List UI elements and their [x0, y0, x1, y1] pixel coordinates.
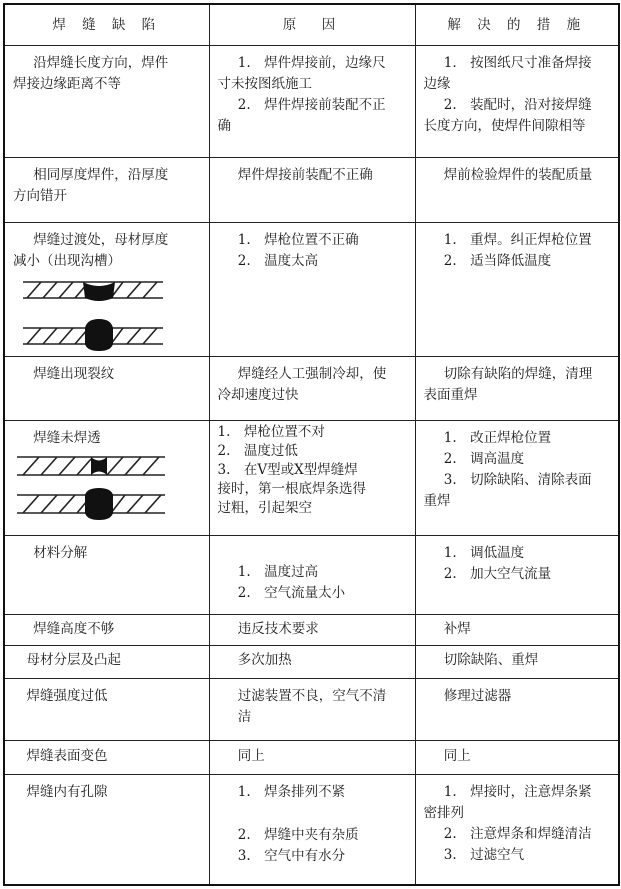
header-solution: 解 决 的 措 施 — [415, 4, 619, 46]
cause-cell: 焊件焊接前装配不正确 — [209, 158, 415, 222]
cause-cell: 1. 焊枪位置不正确 2. 温度太高 — [209, 222, 415, 356]
table-row — [4, 678, 619, 740]
table-row — [4, 421, 619, 536]
cause-cell: 1. 焊枪位置不对 2. 温度过低 3. 在V型或X型焊缝焊 接时，第一根底焊条选得 过粗，引起架空 — [209, 421, 415, 536]
welding-defects-table — [3, 3, 620, 886]
solution-cell: 1. 调低温度 2. 加大空气流量 — [415, 536, 619, 614]
solution-cell: 1. 焊接时，注意焊条紧 密排列 2. 注意焊条和焊缝清洁 3. 过滤空气 — [415, 775, 619, 885]
solution-cell: 切除有缺陷的焊缝，清理 表面重焊 — [415, 356, 619, 420]
defect-cell: 沿焊缝长度方向，焊件 焊接边缘距离不等 — [4, 46, 209, 158]
header-defect: 焊 缝 缺 陷 — [4, 4, 209, 46]
table-row — [4, 741, 619, 775]
defect-cell: 焊缝出现裂纹 — [4, 356, 209, 420]
solution-cell: 1. 按图纸尺寸准备焊接 边缘 2. 装配时，沿对接焊缝 长度方向，使焊件间隙相等 — [415, 46, 619, 158]
cause-cell: 过滤装置不良，空气不清 洁 — [209, 678, 415, 740]
defect-cell: 相同厚度焊件，沿厚度 方向错开 — [4, 158, 209, 222]
defect-cell: 焊缝过渡处，母材厚度 减小（出现沟槽） — [4, 222, 209, 356]
defect-cell: 母材分层及凸起 — [4, 645, 209, 678]
table-row — [4, 222, 619, 356]
table-row — [4, 536, 619, 614]
cause-cell: 1. 焊件焊接前，边缘尺 寸未按图纸施工 2. 焊件焊接前装配不正 确 — [209, 46, 415, 158]
cause-cell: 违反技术要求 — [209, 614, 415, 645]
table-row — [4, 614, 619, 645]
incomplete-penetration-illustration-2 — [13, 487, 201, 521]
defect-cell: 焊缝表面变色 — [4, 741, 209, 775]
table-header-row — [4, 4, 619, 46]
cause-cell: 多次加热 — [209, 645, 415, 678]
incomplete-penetration-illustration-1 — [13, 453, 201, 479]
groove-weld-illustration-1 — [13, 276, 201, 306]
solution-cell: 1. 改正焊枪位置 2. 调高温度 3. 切除缺陷、清除表面 重焊 — [415, 421, 619, 536]
defect-cell: 焊缝未焊透 — [4, 421, 209, 536]
header-cause: 原 因 — [209, 4, 415, 46]
cause-cell: 焊缝经人工强制冷却，使 冷却速度过快 — [209, 356, 415, 420]
solution-cell: 补焊 — [415, 614, 619, 645]
cause-cell: 1. 焊条排列不紧 2. 焊缝中夹有杂质 3. 空气中有水分 — [209, 775, 415, 885]
cause-cell: 同上 — [209, 741, 415, 775]
table-row — [4, 356, 619, 420]
solution-cell: 同上 — [415, 741, 619, 775]
solution-cell: 切除缺陷、重焊 — [415, 645, 619, 678]
defect-cell: 焊缝强度过低 — [4, 678, 209, 740]
solution-cell: 1. 重焊。纠正焊枪位置 2. 适当降低温度 — [415, 222, 619, 356]
solution-cell: 焊前检验焊件的装配质量 — [415, 158, 619, 222]
table-row — [4, 158, 619, 222]
defect-cell: 焊缝高度不够 — [4, 614, 209, 645]
cause-cell: 1. 温度过高 2. 空气流量太小 — [209, 536, 415, 614]
defect-cell: 焊缝内有孔隙 — [4, 775, 209, 885]
table-row — [4, 645, 619, 678]
solution-cell: 修理过滤器 — [415, 678, 619, 740]
defect-cell: 材料分解 — [4, 536, 209, 614]
groove-weld-illustration-2 — [13, 318, 201, 352]
table-row — [4, 775, 619, 885]
table-row — [4, 46, 619, 158]
